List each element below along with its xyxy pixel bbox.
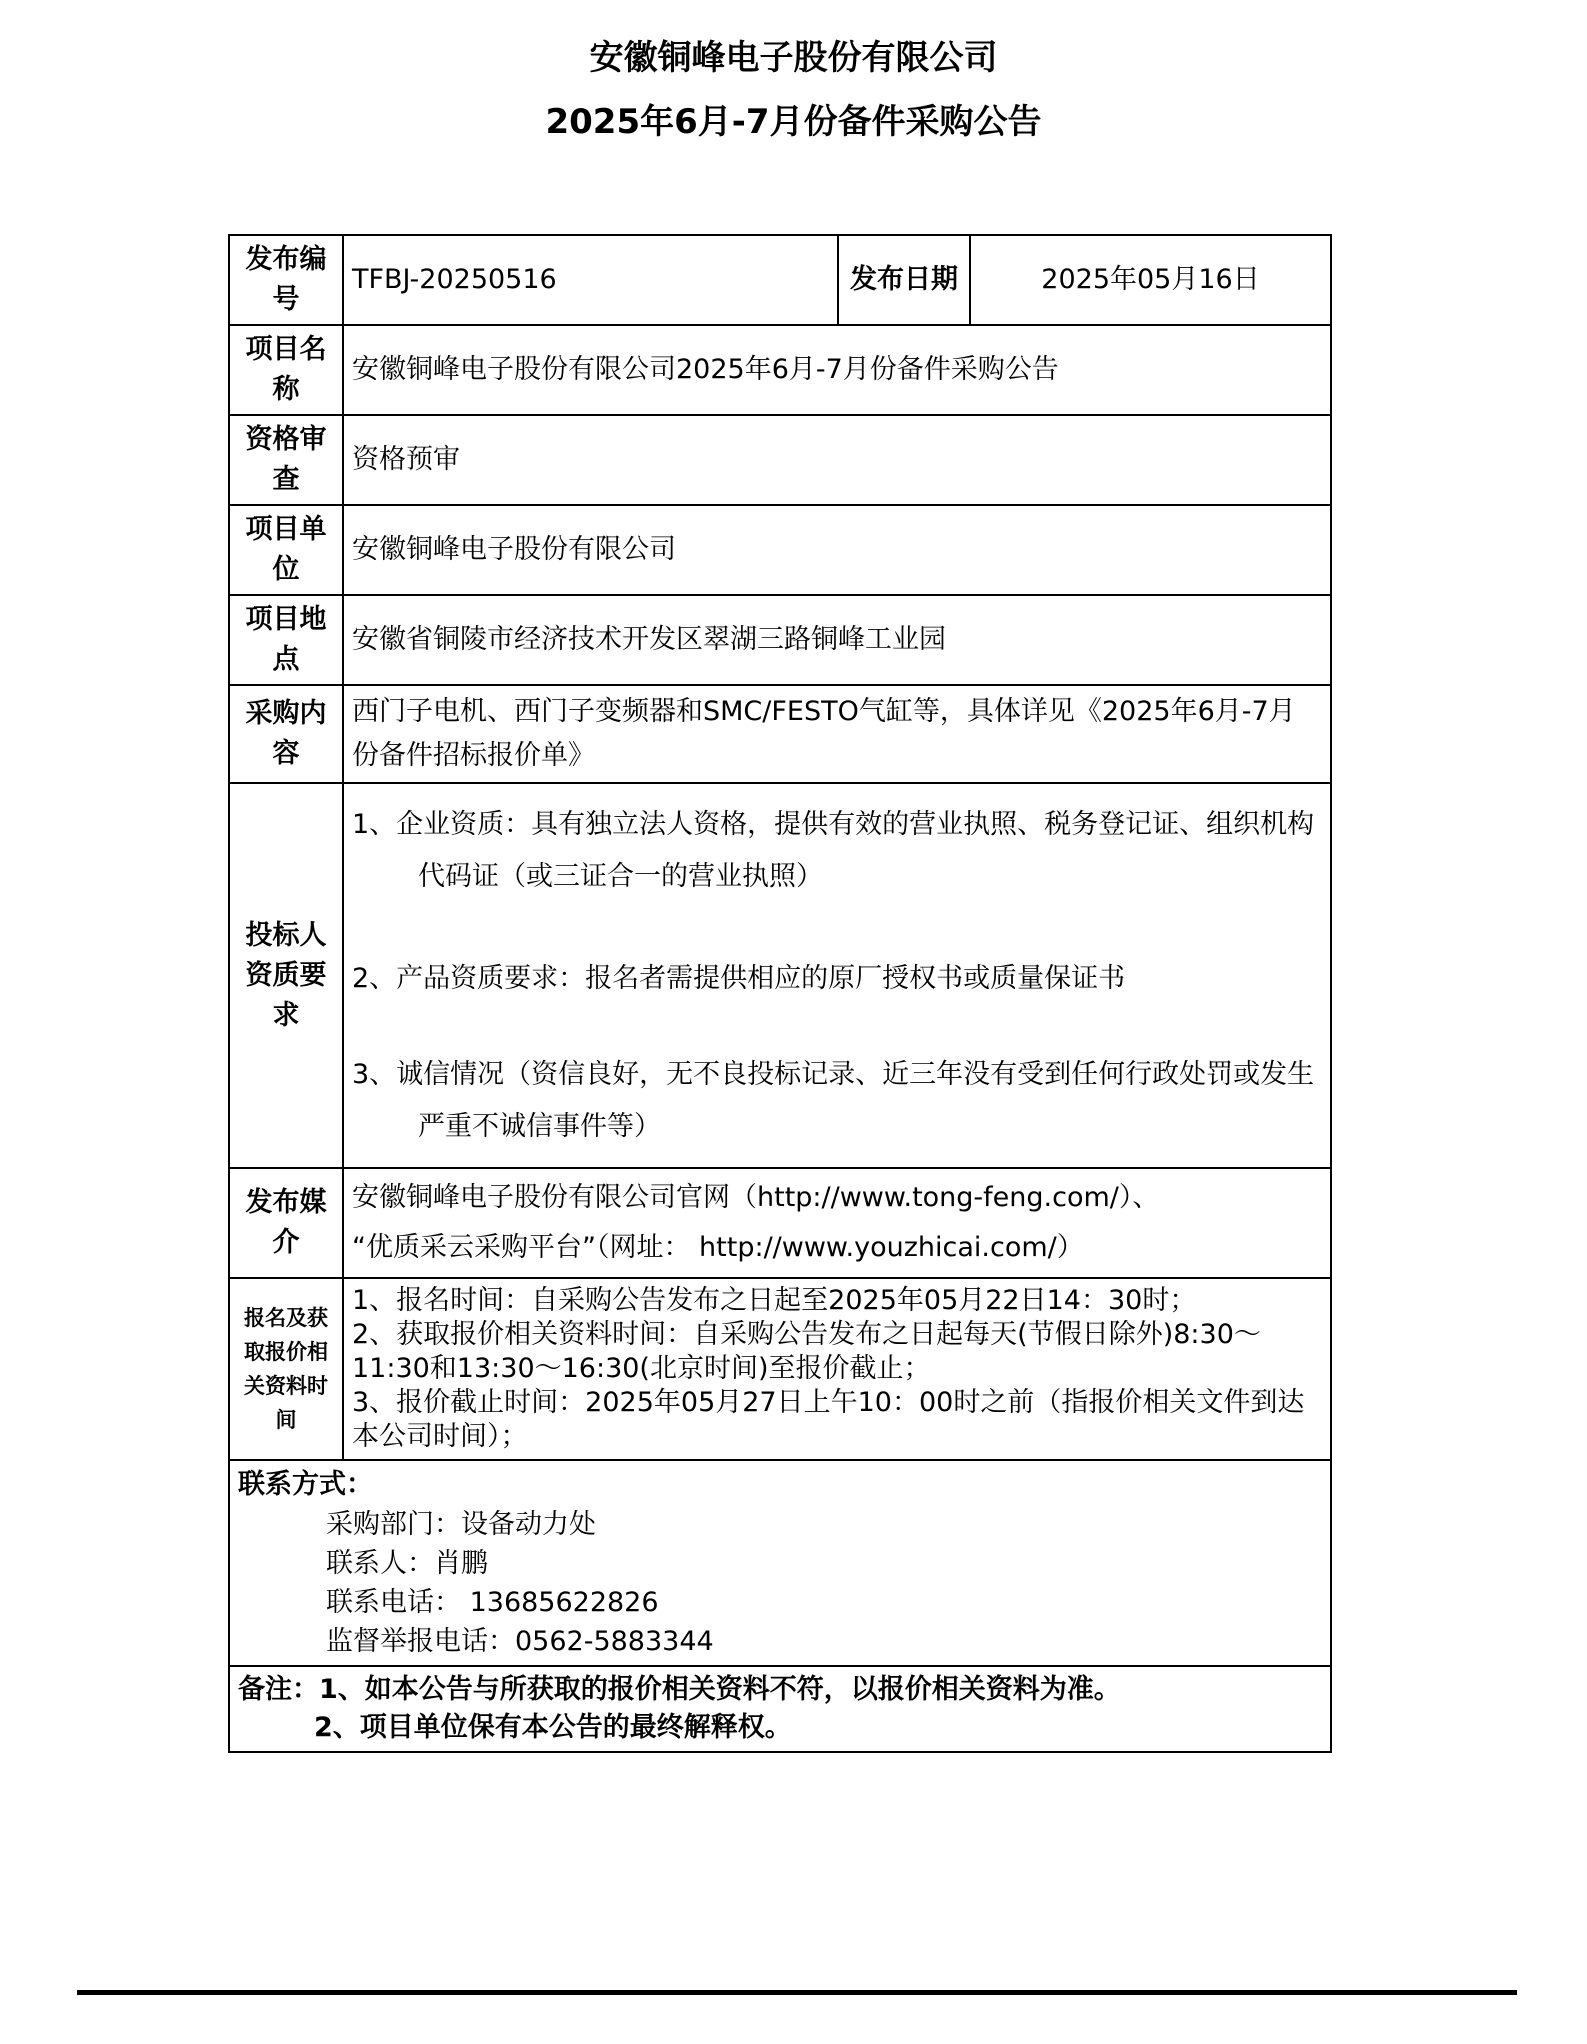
project-unit-value: 安徽铜峰电子股份有限公司 xyxy=(343,505,1331,595)
publish-media-line: “优质采云采购平台”（网址： http://www.youzhicai.com/） xyxy=(352,1232,1084,1263)
registration-info-item: 3、报价截止时间：2025年05月27日上午10：00时之前（指报价相关文件到达本公司时间）； xyxy=(352,1387,1305,1452)
remarks-line-2: 2、项目单位保有本公告的最终解释权。 xyxy=(314,1712,792,1743)
document-header xyxy=(0,0,1587,144)
publish-media-value xyxy=(343,1168,1331,1278)
contact-heading: 联系方式： xyxy=(238,1469,373,1500)
registration-info-item: 1、报名时间：自采购公告发布之日起至2025年05月22日14：30时； xyxy=(352,1285,1197,1316)
contact-line-person: 联系人：肖鹏 xyxy=(326,1548,488,1579)
remarks-line-1: 备注：1、如本公告与所获取的报价相关资料不符，以报价相关资料为准。 xyxy=(238,1674,1121,1705)
row-contact xyxy=(229,1460,1331,1666)
contact-line-department: 采购部门：设备动力处 xyxy=(326,1509,596,1540)
registration-info-item: 2、获取报价相关资料时间：自采购公告发布之日起每天(节假日除外)8:30～11:30和13:30～16:30(北京时间)至报价截止； xyxy=(352,1319,1261,1384)
contact-line-phone: 联系电话： 13685622826 xyxy=(326,1587,659,1618)
company-title: 安徽铜峰电子股份有限公司 xyxy=(589,38,998,78)
announcement-table xyxy=(228,234,1332,1753)
row-publish-no xyxy=(229,235,1331,325)
row-project-location xyxy=(229,595,1331,685)
project-name-value: 安徽铜峰电子股份有限公司2025年6月-7月份备件采购公告 xyxy=(343,325,1331,415)
row-publish-media xyxy=(229,1168,1331,1278)
row-registration-info xyxy=(229,1278,1331,1460)
publish-no-value: TFBJ-20250516 xyxy=(343,235,838,325)
publish-media-label: 发布媒介 xyxy=(229,1168,343,1278)
row-project-unit xyxy=(229,505,1331,595)
bidder-qualification-label: 投标人资质要求 xyxy=(229,783,343,1168)
project-name-label: 项目名称 xyxy=(229,325,343,415)
contact-cell xyxy=(229,1460,1331,1666)
project-unit-label: 项目单位 xyxy=(229,505,343,595)
bidder-qualification-value xyxy=(343,783,1331,1168)
row-procurement-content xyxy=(229,685,1331,783)
project-location-value: 安徽省铜陵市经济技术开发区翠湖三路铜峰工业园 xyxy=(343,595,1331,685)
footer-divider-rule xyxy=(77,1990,1517,1995)
procurement-content-label: 采购内容 xyxy=(229,685,343,783)
bidder-qualification-item: 1、企业资质：具有独立法人资格，提供有效的营业执照、税务登记证、组织机构代码证（或三证合一的营业执照） xyxy=(352,808,1315,892)
row-qualification-review xyxy=(229,415,1331,505)
row-bidder-qualification xyxy=(229,783,1331,1168)
publish-media-line: 安徽铜峰电子股份有限公司官网（http://www.tong-feng.com/）、 xyxy=(352,1182,1160,1213)
publish-date-value: 2025年05月16日 xyxy=(970,235,1331,325)
registration-info-value xyxy=(343,1278,1331,1460)
qualification-review-label: 资格审查 xyxy=(229,415,343,505)
bidder-qualification-item: 2、产品资质要求：报名者需提供相应的原厂授权书或质量保证书 xyxy=(352,962,1126,994)
row-project-name xyxy=(229,325,1331,415)
remarks-cell xyxy=(229,1666,1331,1752)
announcement-title: 2025年6月-7月份备件采购公告 xyxy=(545,102,1042,142)
bidder-qualification-item: 3、诚信情况（资信良好，无不良投标记录、近三年没有受到任何行政处罚或发生严重不诚信事件等） xyxy=(352,1058,1315,1142)
contact-line-supervision-phone: 监督举报电话：0562-5883344 xyxy=(326,1626,714,1657)
publish-date-label: 发布日期 xyxy=(838,235,970,325)
qualification-review-value: 资格预审 xyxy=(343,415,1331,505)
registration-info-label: 报名及获取报价相关资料时间 xyxy=(229,1278,343,1460)
project-location-label: 项目地点 xyxy=(229,595,343,685)
procurement-content-value: 西门子电机、西门子变频器和SMC/FESTO气缸等，具体详见《2025年6月-7月份备件招标报价单》 xyxy=(343,685,1331,783)
row-remarks xyxy=(229,1666,1331,1752)
publish-no-label: 发布编号 xyxy=(229,235,343,325)
